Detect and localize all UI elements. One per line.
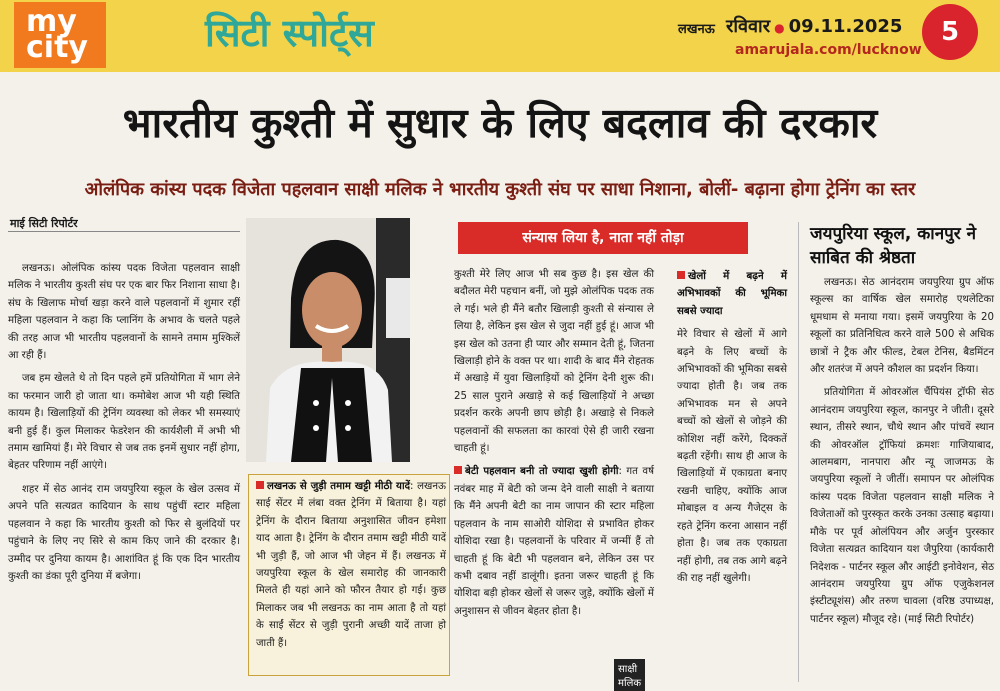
section-title: सिटी स्पोर्ट्स <box>205 11 374 55</box>
paragraph: लखनऊ। सेठ आनंदराम जयपुरिया ग्रुप ऑफ स्कूल्स का वार्षिक खेल समारोह एथलेटिका धूमधाम से मनाया गया। इसमें जयपुरिया के 20 स्कूलों का प्रतिनिधित्व करने वाले 500 से अधिक छात्रों ने ट्रैक और फील्ड, टेबल टेनिस, बैडमिंटन और शतरंज में अपने कौशल का प्रदर्शन किया। <box>810 277 994 376</box>
red-square-icon <box>454 466 462 474</box>
article-column-3 <box>454 266 654 626</box>
paragraph: जब हम खेलते थे तो दिन पहले हमें प्रतियोगिता में भाग लेने का फरमान जारी हो जाता था। कमोबेश आज भी यही स्थिति कायम है। खिलाड़ियों की ट्रेनिंग व्यवस्था को लेकर भी समस्याएं बनी हुई हैं। कुल मिलाकर फेडरेशन की कार्यशैली में अभी भी तमाम खामियां हैं। मेरे विचार से जब तक इनमें सुधार नहीं होगा, बेहतर परिणाम नहीं आएंगे। <box>8 373 240 472</box>
box-text <box>256 478 446 652</box>
deck: ओलंपिक कांस्य पदक विजेता पहलवान साक्षी मलिक ने भारतीय कुश्ती संघ पर साधा निशाना, बोलीं- बढ़ाना होगा ट्रेनिंग का स्तर <box>84 179 916 200</box>
logo-line-2: city <box>26 30 88 65</box>
athlete-portrait-illustration <box>246 218 410 462</box>
masthead <box>0 0 1000 72</box>
my-city-logo <box>14 2 106 68</box>
city-label: लखनऊ <box>678 22 715 37</box>
red-square-icon <box>256 481 264 489</box>
site-url: amarujala.com/lucknow <box>735 42 922 58</box>
box-kicker: लखनऊ से जुड़ी तमाम खट्टी मीठी यादें <box>267 481 411 492</box>
logo-line-1: my <box>26 4 77 39</box>
day-label: रविवार <box>726 16 771 37</box>
paragraph: कुश्ती मेरे लिए आज भी सब कुछ है। इस खेल की बदौलत मेरी पहचान बनीं, जो मुझे ओलंपिक पदक तक ले गई। भले ही मैंने बतौर खिलाड़ी कुश्ती से संन्यास ले लिया है, लेकिन इस खेल से जुदा नहीं हुई हूं। आज भी इस खेल को उतना ही प्यार और सम्मान देती हूं, जितना खिलाड़ी होने के वक्त पर था। शादी के बाद मैंने रोहतक में अखाड़े में युवा खिलाड़ियों को ट्रेनिंग देनी शुरू की। 25 साल पुराने अखाड़े से कई खिलाड़ियों ने अच्छा प्रदर्शन करके अपनी छाप छोड़ी है। अखाड़े से निकले पहलवानों की सफलता का कारवां ऐसे ही जारी रखना चाहती हूं। <box>454 269 654 455</box>
box-body: : लखनऊ साई सेंटर में लंबा वक्त ट्रेनिंग में बिताया है। यहां ट्रेनिंग के दौरान बिताया अनुशासित जीवन हमेशा याद आता है। ट्रेनिंग के दौरान तमाम खट्टी मीठी यादें भी जुड़ी हैं, जो आज भी जेहन में हैं। लखनऊ में जयपुरिया स्कूल के खेल समारोह की जानकारी मिलते ही यहां आने को फौरन तैयार हो गई। कुछ मिलाकर जब भी लखनऊ का नाम आता है तो यहां के साईं सेंटर से जुड़ी पुरानी अच्छी यादें ताजा हो जाती हैं। <box>256 481 446 649</box>
byline: माई सिटी रिपोर्टर <box>10 217 78 230</box>
paragraph: प्रतियोगिता में ओवरऑल चैंपियंस ट्रॉफी सेठ आनंदराम जयपुरिया स्कूल, कानपुर ने जीती। दूसरे स्थान, तीसरे स्थान, चौथे स्थान और पांचवें स्थान की ओवरऑल ट्रॉफियां क्रमशः गाजियाबाद, आलमबाग, नानपारा और न्यू जाजमऊ के जयपुरिया स्कूलों ने जीतीं। समापन पर ओलंपिक कांस्य पदक विजेता पहलवान साक्षी मलिक ने विजेताओं को पुरस्कृत करके उनका उत्साह बढ़ाया। मौके पर पूर्व ओलंपियन और अर्जुन पुरस्कार विजेता सत्यव्रत कादियान यश जैपुरिया (कार्यकारी निदेशक - पार्टनर स्कूल और आईटी इनोवेशन, सेठ आनंदराम जयपुरिया ग्रुप ऑफ एजुकेशनल इंस्टीट्यूशंस) और तरुण चावला (वरिष्ठ उपाध्यक्ष, पार्टनर स्कूल) मौजूद रहे। (माई सिटी रिपोर्टर) <box>810 387 994 625</box>
column-divider <box>798 222 799 682</box>
page-number-badge: 5 <box>922 4 978 60</box>
sidebar-title: जयपुरिया स्कूल, कानपुर ने साबित की श्रेष्ठता <box>810 224 977 268</box>
photo-caption: साक्षी मलिक <box>614 659 645 691</box>
dateline <box>726 14 902 38</box>
divider <box>8 231 240 232</box>
bullet-icon: ● <box>774 21 785 35</box>
date-label: 09.11.2025 <box>788 16 903 37</box>
article-column-1 <box>8 260 240 591</box>
paragraph <box>677 268 787 320</box>
subhead: बेटी पहलवान बनी तो ज्यादा खुशी होगी <box>465 466 619 478</box>
paragraph: लखनऊ। ओलंपिक कांस्य पदक विजेता पहलवान साक्षी मलिक ने भारतीय कुश्ती संघ पर एक बार फिर निशाना साधा है। संघ के खिलाफ मोर्चा खड़ा करने वाले पहलवानों में शुमार रहीं महिला पहलवान ने कहा कि प्लानिंग के अभाव के चलते पहले की तरह आज भी भारतीय पहलवानों के सामने तमाम मुश्किलें आ रही हैं। <box>8 263 240 362</box>
article-column-4 <box>677 268 787 593</box>
paragraph: मेरे विचार से खेलों में आगे बढ़ने के लिए बच्चों के अभिभावकों की भूमिका सबसे ज्यादा होती है। जब तक अभिभावक मन से अपने बच्चों को खेलों से जोड़ने की कोशिश नहीं करेंगे, दिक्कतें बढ़ती रहेंगी। साथ ही आज के खिलाड़ियों में एकाग्रता बनाए रखनी चाहिए, क्योंकि आज मोबाइल व अन्य गैजेट्स के रहते ट्रेनिंग करना आसान नहीं होता है। जब तक एकाग्रता नहीं होगी, तब तक आगे बढ़ने की राह नहीं खुलेगी। <box>677 329 787 584</box>
subhead: खेलों में बढ़ने में अभिभावकों की भूमिका सबसे ज्यादा <box>677 271 787 317</box>
sidebar-column <box>810 274 994 634</box>
red-kicker-banner: संन्यास लिया है, नाता नहीं तोड़ा <box>458 222 748 254</box>
headline: भारतीय कुश्ती में सुधार के लिए बदलाव की दरकार <box>122 99 878 147</box>
red-square-icon <box>677 271 685 279</box>
paragraph <box>454 463 654 620</box>
paragraph-body: : गत वर्ष नवंबर माह में बेटी को जन्म देने वाली साक्षी ने बताया कि मैंने अपनी बेटी का नाम जापान की स्टार महिला पहलवान के नाम साओरी योशिदा से प्रभावित होकर योशिदा रखा है। पहलवानों के परिवार में जन्मीं हैं तो चाहती हूं कि बेटी भी पहलवान बने, लेकिन उस पर कभी दबाव नहीं डालूंगी। इतना जरूर चाहती हूं कि योशिदा बड़ी होकर खेलों से जरूर जुड़े, क्योंकि खेलों में अनुशासन से जीवन बेहतर होता है। <box>454 466 654 617</box>
paragraph: शहर में सेठ आनंद राम जयपुरिया स्कूल के खेल उत्सव में अपने पति सत्यव्रत कादियान के साथ पहुंचीं स्टार महिला पहलवान ने कहा कि भारतीय कुश्ती को फिर से बुलंदियों पर पहुंचाने के लिए नए सिरे से काम किए जाने की दरकार है। उम्मीद पर दुनिया कायम है। आशांवित हूं कि एक दिन भारतीय कुश्ती का डंका पूरी दुनिया में बजेगा। <box>8 483 240 582</box>
